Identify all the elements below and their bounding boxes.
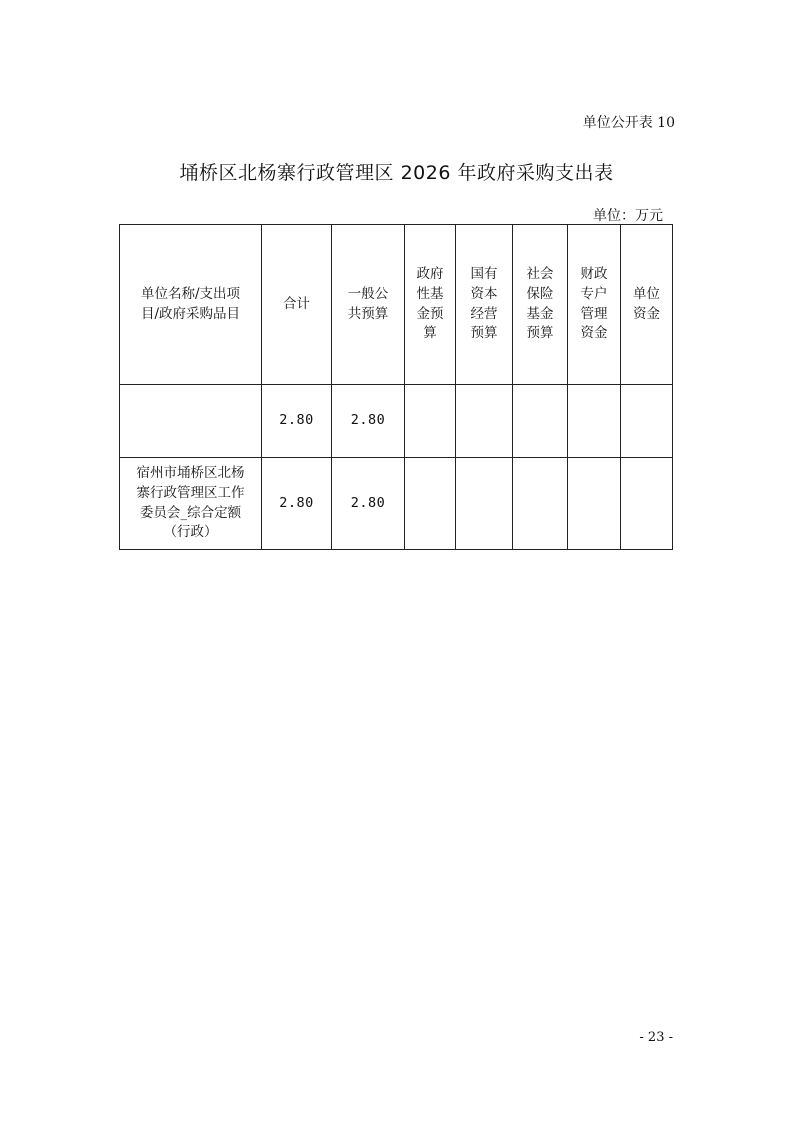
procurement-table <box>119 224 673 550</box>
col-header-fiscal-special: 财政 专户 管理 资金 <box>568 225 621 385</box>
col-header-unit-fund: 单位 资金 <box>621 225 673 385</box>
cell-state-capital <box>456 458 513 550</box>
header-row <box>120 225 673 385</box>
cell-unit-fund <box>621 385 673 458</box>
cell-total: 2.80 <box>262 458 332 550</box>
cell-gov-fund <box>405 385 456 458</box>
cell-social-insurance <box>513 458 568 550</box>
col-header-total: 合计 <box>262 225 332 385</box>
page-number: - 23 - <box>639 1030 673 1045</box>
cell-gov-fund <box>405 458 456 550</box>
cell-name: 宿州市埇桥区北杨 寨行政管理区工作 委员会_综合定额 （行政） <box>120 458 262 550</box>
cell-social-insurance <box>513 385 568 458</box>
cell-fiscal-special <box>568 458 621 550</box>
table-row <box>120 385 673 458</box>
cell-general-budget: 2.80 <box>332 458 405 550</box>
doc-label: 单位公开表 10 <box>582 115 675 131</box>
cell-total: 2.80 <box>262 385 332 458</box>
cell-name <box>120 385 262 458</box>
cell-fiscal-special <box>568 385 621 458</box>
col-header-gov-fund: 政府 性基 金预 算 <box>405 225 456 385</box>
cell-general-budget: 2.80 <box>332 385 405 458</box>
page-title: 埇桥区北杨寨行政管理区 2026 年政府采购支出表 <box>179 162 614 184</box>
col-header-social-insurance: 社会 保险 基金 预算 <box>513 225 568 385</box>
col-header-state-capital: 国有 资本 经营 预算 <box>456 225 513 385</box>
unit-label: 单位：万元 <box>593 208 663 224</box>
cell-state-capital <box>456 385 513 458</box>
col-header-name: 单位名称/支出项 目/政府采购品目 <box>120 225 262 385</box>
col-header-general-budget: 一般公 共预算 <box>332 225 405 385</box>
cell-unit-fund <box>621 458 673 550</box>
table-row <box>120 458 673 550</box>
